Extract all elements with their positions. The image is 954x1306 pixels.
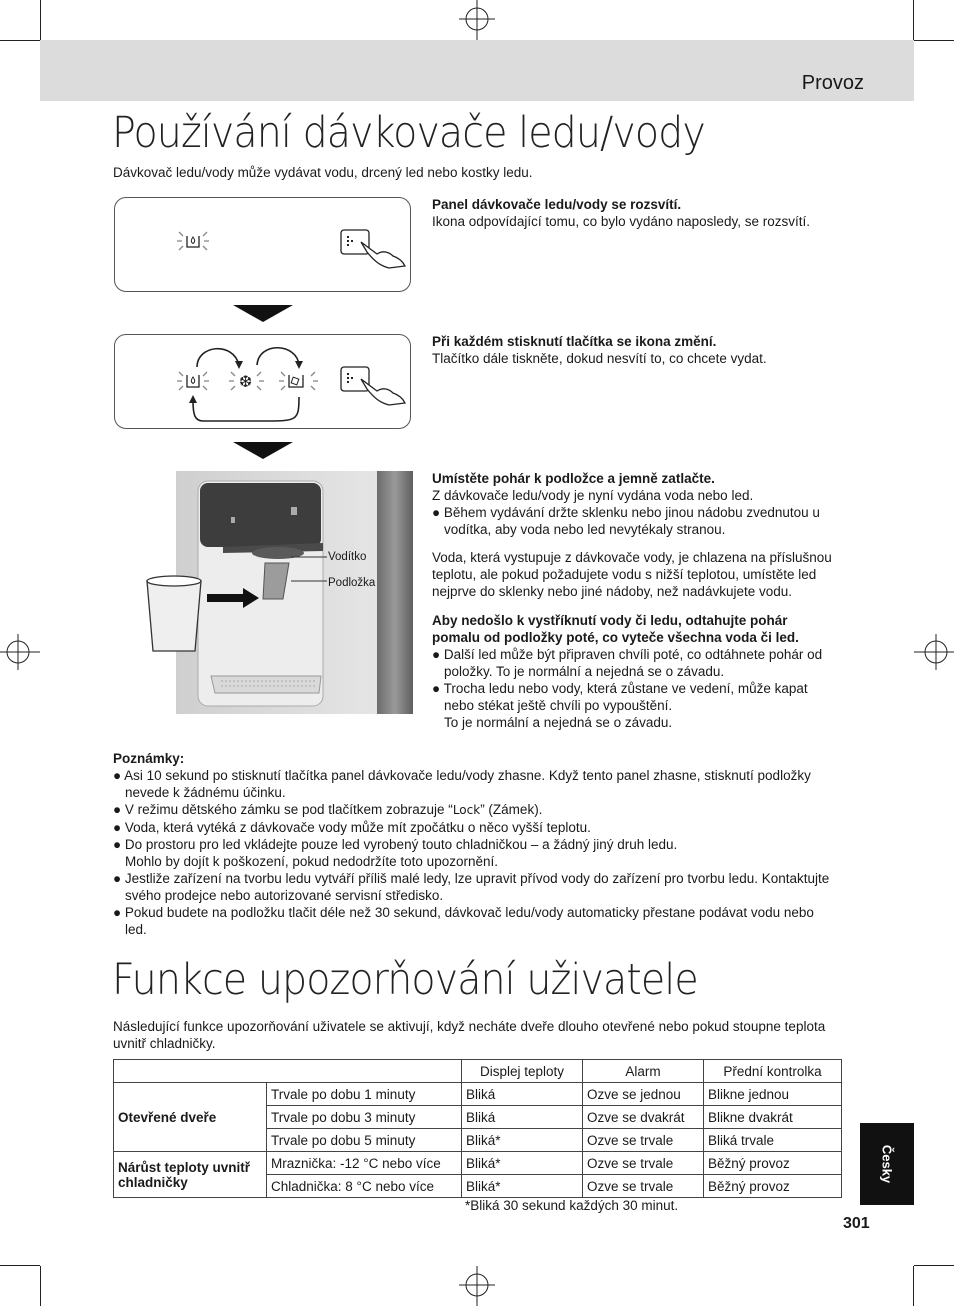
step1-heading: Panel dávkovače ledu/vody se rozsvítí. (432, 197, 682, 212)
table-cell: Trvale po dobu 5 minuty (267, 1129, 462, 1152)
note-text: ” (Zámek). (480, 802, 543, 817)
step3-bullet: ● Během vydávání držte sklenku nebo jinou nádobu zvednutou u vodítka, aby voda nebo led nevytékaly stranou. (432, 505, 820, 537)
registration-mark-icon (455, 0, 499, 40)
table-header: Alarm (583, 1060, 704, 1083)
warning-bullet-2: ● Trocha ledu nebo vody, která zůstane ve vedení, může kapat nebo stékat ještě chvíli po vypouštění. (432, 681, 808, 713)
group-label: Nárůst teploty uvnitř chladničky (114, 1152, 267, 1198)
table-cell: Ozve se jednou (583, 1083, 704, 1106)
page-number: 301 (843, 1215, 870, 1232)
table-cell: Běžný provoz (704, 1175, 842, 1198)
note-item: ● Voda, která vytéká z dávkovače vody může mít zpočátku o něco vyšší teplotu. (113, 820, 591, 835)
step2-text (432, 333, 832, 367)
lock-label: Lock (452, 803, 481, 817)
step3-text (432, 470, 832, 731)
press-button-hand-icon (339, 228, 411, 270)
table-header-empty (114, 1060, 462, 1083)
arrow-down-icon (233, 442, 293, 460)
table-cell: Bliká* (462, 1175, 583, 1198)
table-cell: Ozve se trvale (583, 1175, 704, 1198)
table-cell: Ozve se trvale (583, 1129, 704, 1152)
table-cell: Bliká* (462, 1152, 583, 1175)
registration-mark-icon (0, 630, 40, 674)
table-header: Přední kontrolka (704, 1060, 842, 1083)
note-item: ● Asi 10 sekund po stisknutí tlačítka panel dávkovače ledu/vody zhasne. Když tento panel zhasne, stisknutí podložky nevede k žádnému účinku. (113, 768, 811, 800)
label-guide: Vodítko (328, 551, 367, 563)
step3-body: Z dávkovače ledu/vody je nyní vydána voda nebo led. (432, 488, 754, 503)
note-text: ● V režimu dětského zámku se pod tlačítkem zobrazuje “ (113, 802, 453, 817)
table-cell: Běžný provoz (704, 1152, 842, 1175)
table-row (114, 1083, 842, 1106)
cycle-arrows-icon (173, 337, 343, 425)
notes-heading: Poznámky: (113, 751, 185, 766)
table-cell: Bliká* (462, 1129, 583, 1152)
table-cell: Ozve se dvakrát (583, 1106, 704, 1129)
registration-mark-icon (455, 1266, 499, 1306)
step2-body: Tlačítko dále tiskněte, dokud nesvítí to, co chcete vydat. (432, 351, 767, 366)
table-cell: Trvale po dobu 1 minuty (267, 1083, 462, 1106)
warning-bullet-2b: To je normální a nejedná se o závadu. (444, 715, 673, 730)
dispenser-illustration (143, 471, 413, 714)
note-item: ● Jestliže zařízení na tvorbu ledu vytváří příliš malé ledy, lze upravit přívod vody do zařízení pro tvorbu ledu. Kontaktujte svého prodejce nebo autorizované servisní středisko. (113, 871, 830, 903)
step3-heading: Umístěte pohár k podložce a jemně zatlačte. (432, 471, 715, 486)
step1-body: Ikona odpovídající tomu, co bylo vydáno naposledy, se rozsvítí. (432, 214, 810, 229)
intro-text: Dávkovač ledu/vody může vydávat vodu, drcený led nebo kostky ledu. (113, 165, 533, 180)
table-cell: Bliká (462, 1083, 583, 1106)
warning-heading: Aby nedošlo k vystříknutí vody či ledu, odtahujte pohár pomalu od podložky poté, co vyteče všechna voda či led. (432, 613, 799, 645)
group-label: Otevřené dveře (114, 1083, 267, 1152)
step1-text (432, 196, 832, 230)
table-header-row (114, 1060, 842, 1083)
warning-bullet-1: ● Další led může být připraven chvíli poté, co odtáhnete pohár od položky. To je normální a nejedná se o závadu. (432, 647, 823, 679)
table-cell: Bliká trvale (704, 1129, 842, 1152)
language-label: Česky (879, 1144, 895, 1184)
svg-text:❆: ❆ (239, 372, 253, 391)
language-tab (860, 1123, 914, 1205)
table-cell: Mraznička: -12 °C nebo více (267, 1152, 462, 1175)
table-cell: Blikne dvakrát (704, 1106, 842, 1129)
alert-table (113, 1059, 842, 1198)
table-cell: Bliká (462, 1106, 583, 1129)
table-header: Displej teploty (462, 1060, 583, 1083)
section2-intro: Následující funkce upozorňování uživatele se aktivují, když necháte dveře dlouho otevřené nebo pokud stoupne teplota uvnitř chladničky. (113, 1019, 826, 1051)
note-item: ● Pokud budete na podložku tlačit déle než 30 sekund, dávkovač ledu/vody automaticky přestane podávat vodu nebo led. (113, 905, 814, 937)
header-band (40, 40, 914, 101)
table-cell: Blikne jednou (704, 1083, 842, 1106)
step2-heading: Při každém stisknutí tlačítka se ikona změní. (432, 334, 717, 349)
section-name: Provoz (801, 72, 864, 94)
page-title: Používání dávkovače ledu/vody (112, 108, 705, 158)
label-pad: Podložka (328, 577, 376, 589)
water-icon (173, 226, 213, 256)
dispenser-panel-1 (114, 197, 411, 292)
press-button-hand-icon (339, 365, 411, 407)
table-cell: Chladnička: 8 °C nebo více (267, 1175, 462, 1198)
table-row (114, 1152, 842, 1175)
arrow-down-icon (233, 305, 293, 323)
dispenser-panel-2 (114, 334, 411, 429)
registration-mark-icon (914, 630, 954, 674)
table-cell: Ozve se trvale (583, 1152, 704, 1175)
note-item: ● Do prostoru pro led vkládejte pouze led vyrobený touto chladničkou – a žádný jiný druh ledu. (113, 837, 678, 852)
notes (113, 750, 833, 938)
step3-para: Voda, která vystupuje z dávkovače vody, je chlazena na příslušnou teplotu, ale pokud požadujete vodu s nižší teplotou, umístěte led nejprve do sklenky nebo jiné nádoby, než nadávkujete vodu. (432, 550, 832, 599)
note-item (113, 801, 833, 819)
note-item: Mohlo by dojít k poškození, pokud nedodržíte toto upozornění. (125, 854, 498, 869)
section-title: Funkce upozorňování uživatele (112, 955, 698, 1005)
table-footnote: *Bliká 30 sekund každých 30 minut. (465, 1198, 679, 1213)
table-cell: Trvale po dobu 3 minuty (267, 1106, 462, 1129)
